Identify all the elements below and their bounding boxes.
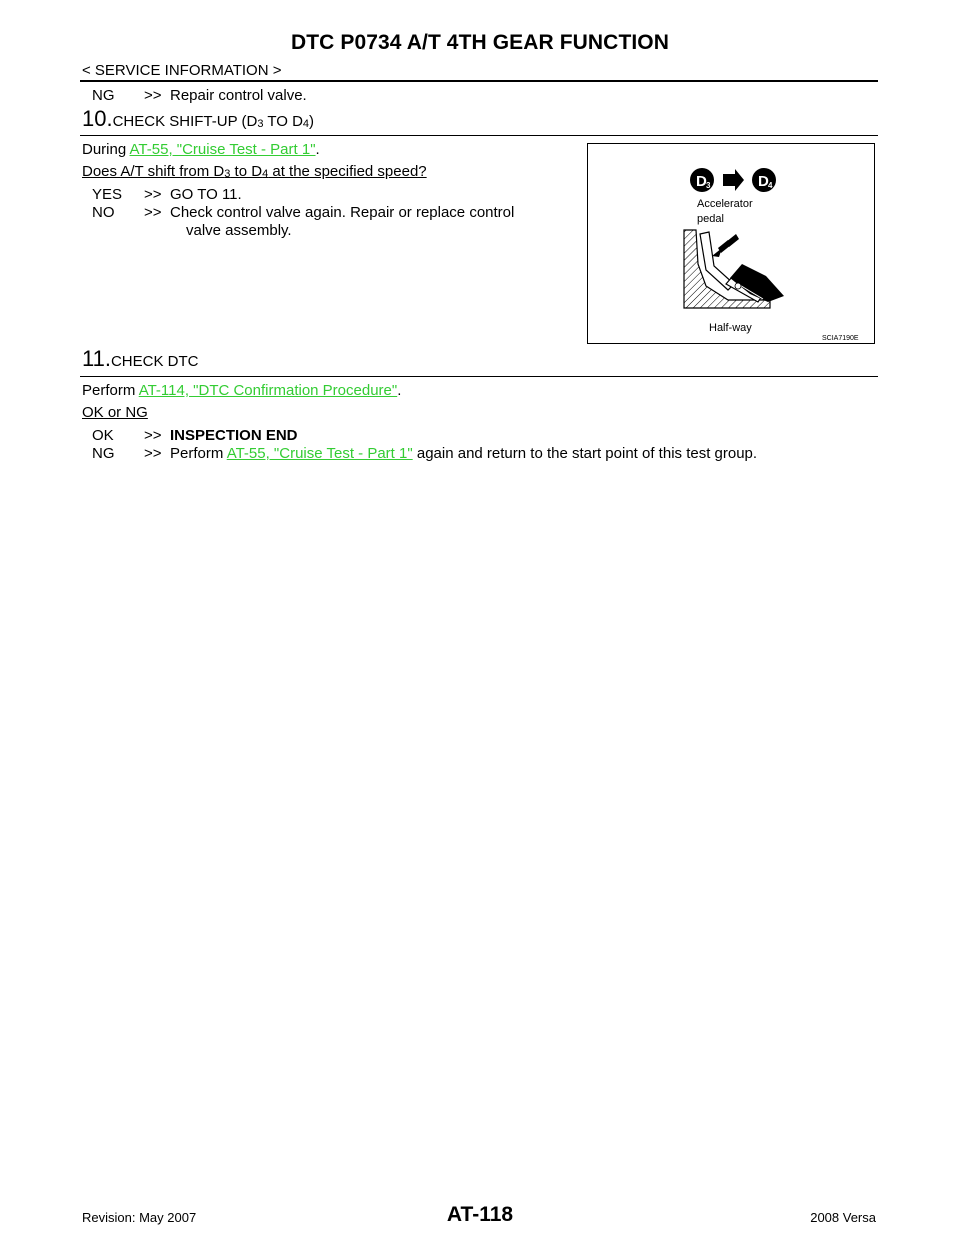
cruise-test-link[interactable]: AT-55, "Cruise Test - Part 1" (129, 141, 316, 158)
footer-revision: Revision: May 2007 (82, 1210, 197, 1225)
step-11-ok: OK >> INSPECTION END (92, 427, 298, 444)
page-title: DTC P0734 A/T 4TH GEAR FUNCTION (290, 31, 670, 54)
ng-repair-line (92, 87, 307, 104)
shift-arrow-icon (723, 169, 744, 191)
step-10-number: 10. (82, 106, 113, 131)
ng-text: Repair control valve. (170, 87, 307, 104)
step-10-no-continued: valve assembly. (186, 222, 292, 239)
step-10-rule (80, 135, 878, 136)
svg-text:4: 4 (768, 181, 773, 190)
step-11-ng: NG >> Perform AT-55, "Cruise Test - Part 1" again and return to the start point of this test group. (92, 445, 758, 462)
cruise-test-link-2[interactable]: AT-55, "Cruise Test - Part 1" (226, 445, 413, 462)
ng-arrow: >> (144, 87, 162, 104)
svg-text:D: D (696, 173, 707, 190)
section-breadcrumb: < SERVICE INFORMATION > (82, 62, 282, 79)
svg-text:SCIA7190E: SCIA7190E (822, 335, 859, 342)
step-10-yes: YES >> GO TO 11. (92, 186, 242, 203)
step-10-heading: 10.CHECK SHIFT-UP ($D_3$ TO $D_4$) (82, 106, 315, 131)
svg-text:Half-way: Half-way (709, 322, 752, 334)
dtc-confirmation-link[interactable]: AT-114, "DTC Confirmation Procedure" (138, 382, 398, 399)
step-10-no: NO >> Check control valve again. Repair or replace control (92, 204, 515, 221)
ng-key: NG (92, 87, 115, 104)
step-11-perform: Perform AT-114, "DTC Confirmation Procedure". (82, 382, 402, 399)
accelerator-pedal-figure (587, 143, 875, 344)
footer-page-number: AT-118 (446, 1203, 514, 1226)
svg-text:pedal: pedal (697, 213, 724, 225)
step-11-rule (80, 376, 878, 377)
step-10-question: Does A/T shift from $D_3$ to $D_4$ at the specified speed? (82, 163, 427, 180)
svg-text:D: D (758, 173, 769, 190)
header-rule (80, 80, 878, 82)
step-11-question: OK or NG (82, 404, 148, 421)
step-11-number: 11. (82, 346, 111, 371)
pedal-diagram-icon (588, 144, 874, 343)
step-10-during: During AT-55, "Cruise Test - Part 1". (82, 141, 320, 158)
svg-text:3: 3 (706, 181, 711, 190)
footer-model: 2008 Versa (810, 1210, 876, 1225)
svg-text:Accelerator: Accelerator (697, 198, 753, 210)
step-11-heading: 11.CHECK DTC (82, 346, 199, 371)
